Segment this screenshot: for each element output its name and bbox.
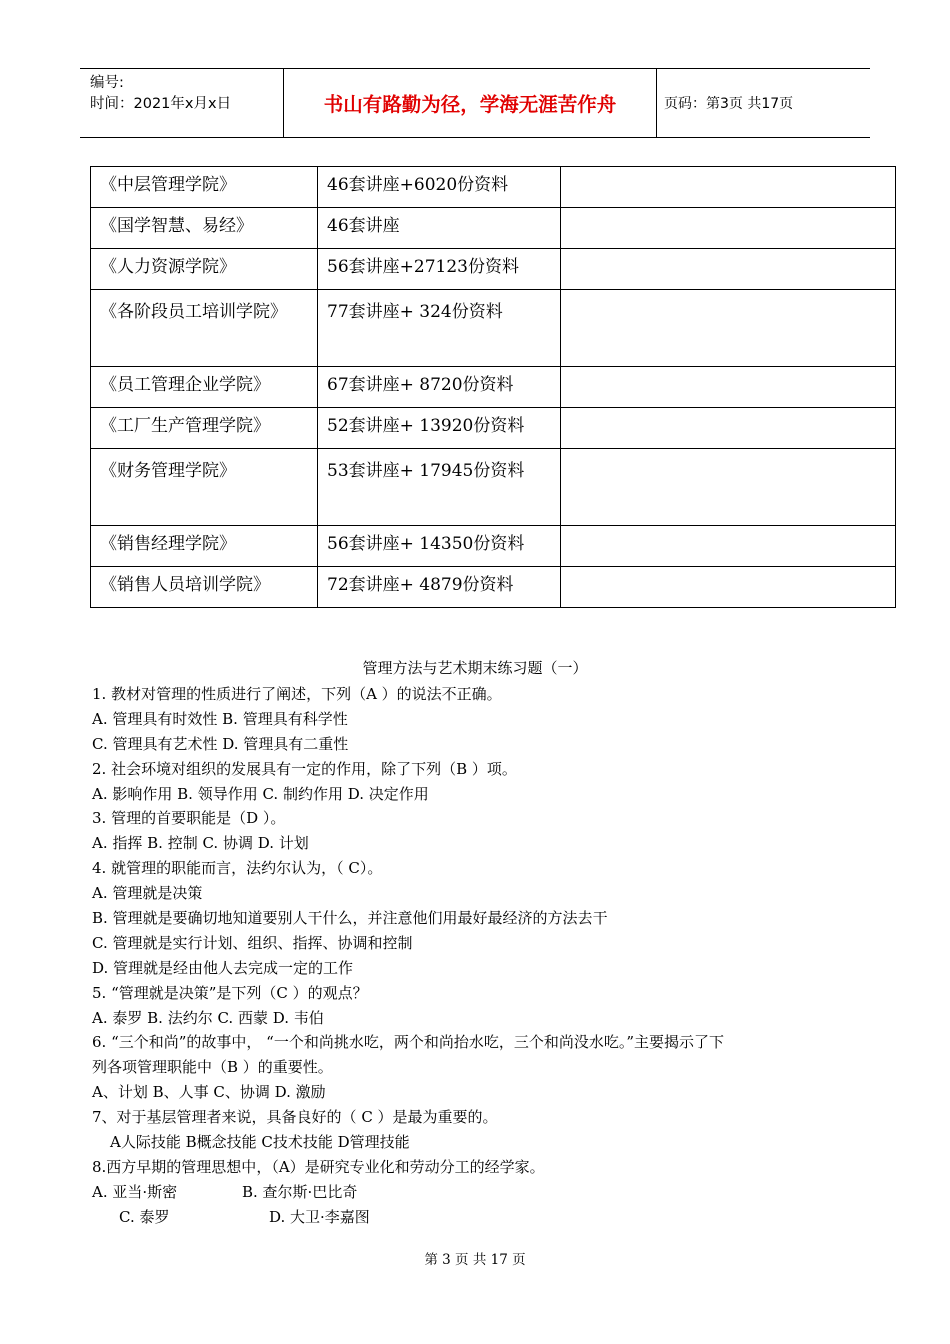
course-detail: 46套讲座+6020份资料 bbox=[318, 167, 561, 208]
question-line: 列各项管理职能中（B ）的重要性。 bbox=[92, 1058, 333, 1077]
header-motto: 书山有路勤为径，学海无涯苦作舟 bbox=[283, 69, 657, 137]
course-extra bbox=[561, 290, 896, 367]
question-line: 7、对于基层管理者来说，具备良好的（ C ）是最为重要的。 bbox=[92, 1108, 498, 1127]
course-name: 《国学智慧、易经》 bbox=[91, 208, 318, 249]
table-row bbox=[91, 449, 896, 526]
course-detail: 56套讲座+27123份资料 bbox=[318, 249, 561, 290]
table-row bbox=[91, 526, 896, 567]
option-b: B. 查尔斯·巴比奇 bbox=[242, 1182, 358, 1201]
table-row bbox=[91, 567, 896, 608]
course-extra bbox=[561, 408, 896, 449]
option-line bbox=[92, 1180, 862, 1205]
table-row bbox=[91, 367, 896, 408]
question-line: 8.西方早期的管理思想中，（A）是研究专业化和劳动分工的经学家。 bbox=[92, 1157, 545, 1176]
course-extra bbox=[561, 526, 896, 567]
option-line: A. 管理就是决策 bbox=[92, 884, 203, 903]
course-detail: 46套讲座 bbox=[318, 208, 561, 249]
exam-title: 管理方法与艺术期末练习题（一） bbox=[362, 659, 588, 677]
exam-questions bbox=[92, 682, 862, 1230]
option-line: A. 影响作用 B. 领导作用 C. 制约作用 D. 决定作用 bbox=[92, 784, 429, 803]
option-d: D. 大卫·李嘉图 bbox=[269, 1207, 370, 1226]
option-line: C. 管理就是实行计划、组织、指挥、协调和控制 bbox=[92, 933, 413, 952]
course-name: 《各阶段员工培训学院》 bbox=[91, 290, 318, 367]
question-line: 2. 社会环境对组织的发展具有一定的作用，除了下列（B ）项。 bbox=[92, 759, 517, 778]
course-extra bbox=[561, 367, 896, 408]
course-name: 《财务管理学院》 bbox=[91, 449, 318, 526]
document-number-label: 编号: bbox=[90, 75, 124, 91]
course-extra bbox=[561, 249, 896, 290]
course-detail: 72套讲座+ 4879份资料 bbox=[318, 567, 561, 608]
question-line: 6. “三个和尚”的故事中， “一个和尚挑水吃，两个和尚抬水吃，三个和尚没水吃。”主要揭示了下 bbox=[92, 1033, 725, 1052]
course-extra bbox=[561, 449, 896, 526]
course-detail: 77套讲座+ 324份资料 bbox=[318, 290, 561, 367]
option-line: A. 泰罗 B. 法约尔 C. 西蒙 D. 韦伯 bbox=[92, 1008, 324, 1027]
course-detail: 52套讲座+ 13920份资料 bbox=[318, 408, 561, 449]
header-meta bbox=[80, 69, 283, 137]
option-c: C. 泰罗 bbox=[119, 1207, 170, 1226]
option-line: C. 管理具有艺术性 D. 管理具有二重性 bbox=[92, 734, 349, 753]
option-line: A人际技能 B概念技能 C技术技能 D管理技能 bbox=[110, 1133, 410, 1152]
table-row bbox=[91, 408, 896, 449]
question-line: 5. “管理就是决策”是下列（C ）的观点？ bbox=[92, 983, 368, 1002]
table-row bbox=[91, 167, 896, 208]
course-extra bbox=[561, 167, 896, 208]
question-line: 1. 教材对管理的性质进行了阐述，下列（A ）的说法不正确。 bbox=[92, 685, 502, 703]
option-line: A、计划 B、人事 C、协调 D. 激励 bbox=[92, 1083, 326, 1102]
table-row bbox=[91, 208, 896, 249]
option-line: A. 指挥 B. 控制 C. 协调 D. 计划 bbox=[92, 834, 309, 853]
course-name: 《工厂生产管理学院》 bbox=[91, 408, 318, 449]
course-detail: 67套讲座+ 8720份资料 bbox=[318, 367, 561, 408]
table-row bbox=[91, 290, 896, 367]
option-line: A. 管理具有时效性 B. 管理具有科学性 bbox=[92, 709, 348, 728]
course-name: 《员工管理企业学院》 bbox=[91, 367, 318, 408]
course-table bbox=[90, 166, 896, 608]
course-detail: 56套讲座+ 14350份资料 bbox=[318, 526, 561, 567]
option-a: A. 亚当·斯密 bbox=[92, 1182, 178, 1201]
course-name: 《中层管理学院》 bbox=[91, 167, 318, 208]
course-name: 《人力资源学院》 bbox=[91, 249, 318, 290]
course-extra bbox=[561, 208, 896, 249]
question-line: 4. 就管理的职能而言，法约尔认为，（ C）。 bbox=[92, 859, 383, 878]
question-line: 3. 管理的首要职能是（D ）。 bbox=[92, 809, 286, 828]
document-date: 时间：2021年x月x日 bbox=[90, 96, 232, 112]
option-line: D. 管理就是经由他人去完成一定的工作 bbox=[92, 958, 354, 977]
course-extra bbox=[561, 567, 896, 608]
course-name: 《销售经理学院》 bbox=[91, 526, 318, 567]
page-footer: 第 3 页 共 17 页 bbox=[424, 1252, 526, 1268]
option-line bbox=[92, 1205, 862, 1230]
course-name: 《销售人员培训学院》 bbox=[91, 567, 318, 608]
option-line: B. 管理就是要确切地知道要别人干什么，并注意他们用最好最经济的方法去干 bbox=[92, 909, 608, 928]
course-detail: 53套讲座+ 17945份资料 bbox=[318, 449, 561, 526]
page-header bbox=[80, 68, 870, 138]
table-row bbox=[91, 249, 896, 290]
header-page-info: 页码：第3页 共17页 bbox=[664, 96, 794, 112]
